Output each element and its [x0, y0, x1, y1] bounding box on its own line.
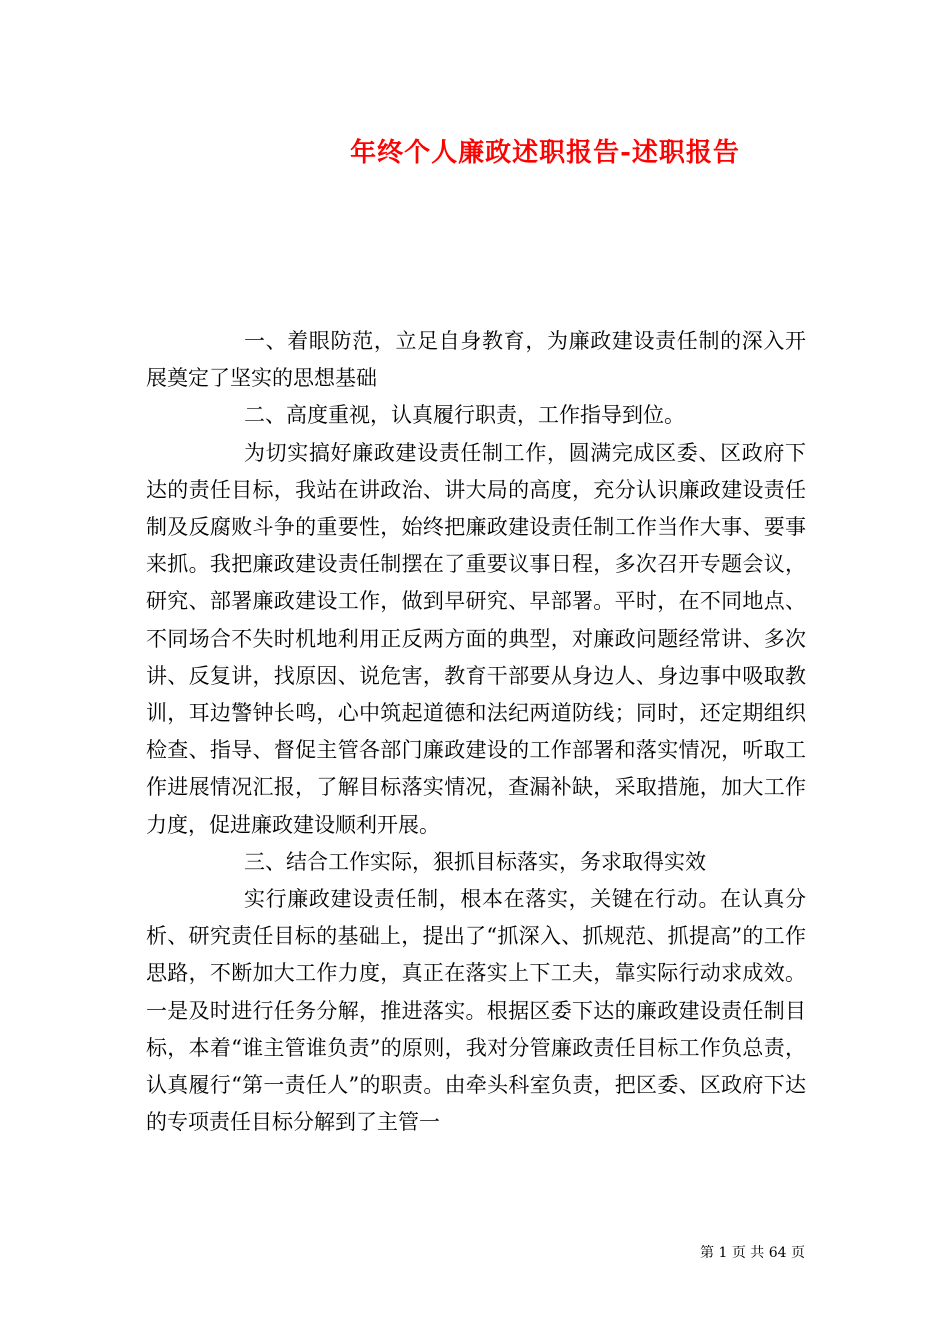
paragraph-heading-1: 一、着眼防范，立足自身教育，为廉政建设责任制的深入开展奠定了坚实的思想基础 — [146, 329, 806, 391]
paragraph-heading-2: 二、高度重视，认真履行职责，工作指导到位。 — [244, 403, 685, 428]
paragraph-body-1: 为切实搞好廉政建设责任制工作，圆满完成区委、区政府下达的责任目标，我站在讲政治、讲大局的高度，充分认识廉政建设责任制及反腐败斗争的重要性，始终把廉政建设责任制工作当作大事、要事来抓。我把廉政建设责任制摆在了重要议事日程，多次召开专题会议，研究、部署廉政建设工作，做到早研究、早部署。平时，在不同地点、不同场合不失时机地利用正反两方面的典型，对廉政问题经常讲、多次讲、反复讲，找原因、说危害，教育干部要从身边人、身边事中吸取教训，耳边警钟长鸣，心中筑起道德和法纪两道防线；同时，还定期组织检查、指导、督促主管各部门廉政建设的工作部署和落实情况，听取工作进展情况汇报，了解目标落实情况，查漏补缺，采取措施，加大工作力度，促进廉政建设顺利开展。 — [146, 440, 806, 837]
paragraph-body-2: 实行廉政建设责任制，根本在落实，关键在行动。在认真分析、研究责任目标的基础上，提出了“抓深入、抓规范、抓提高”的工作思路，不断加大工作力度，真正在落实上下工夫，靠实际行动求成效。一是及时进行任务分解，推进落实。根据区委下达的廉政建设责任制目标，本着“谁主管谁负责”的原则，我对分管廉政责任目标工作负总责，认真履行“第一责任人”的职责。由牵头科室负责，把区委、区政府下达的专项责任目标分解到了主管一 — [146, 887, 806, 1135]
document-body — [146, 323, 806, 1141]
document-title: 年终个人廉政述职报告-述职报告 — [350, 138, 740, 168]
paragraph-heading-3: 三、结合工作实际，狠抓目标落实，务求取得实效 — [244, 849, 706, 874]
page-number-footer: 第 1 页 共 64 页 — [700, 1245, 805, 1261]
